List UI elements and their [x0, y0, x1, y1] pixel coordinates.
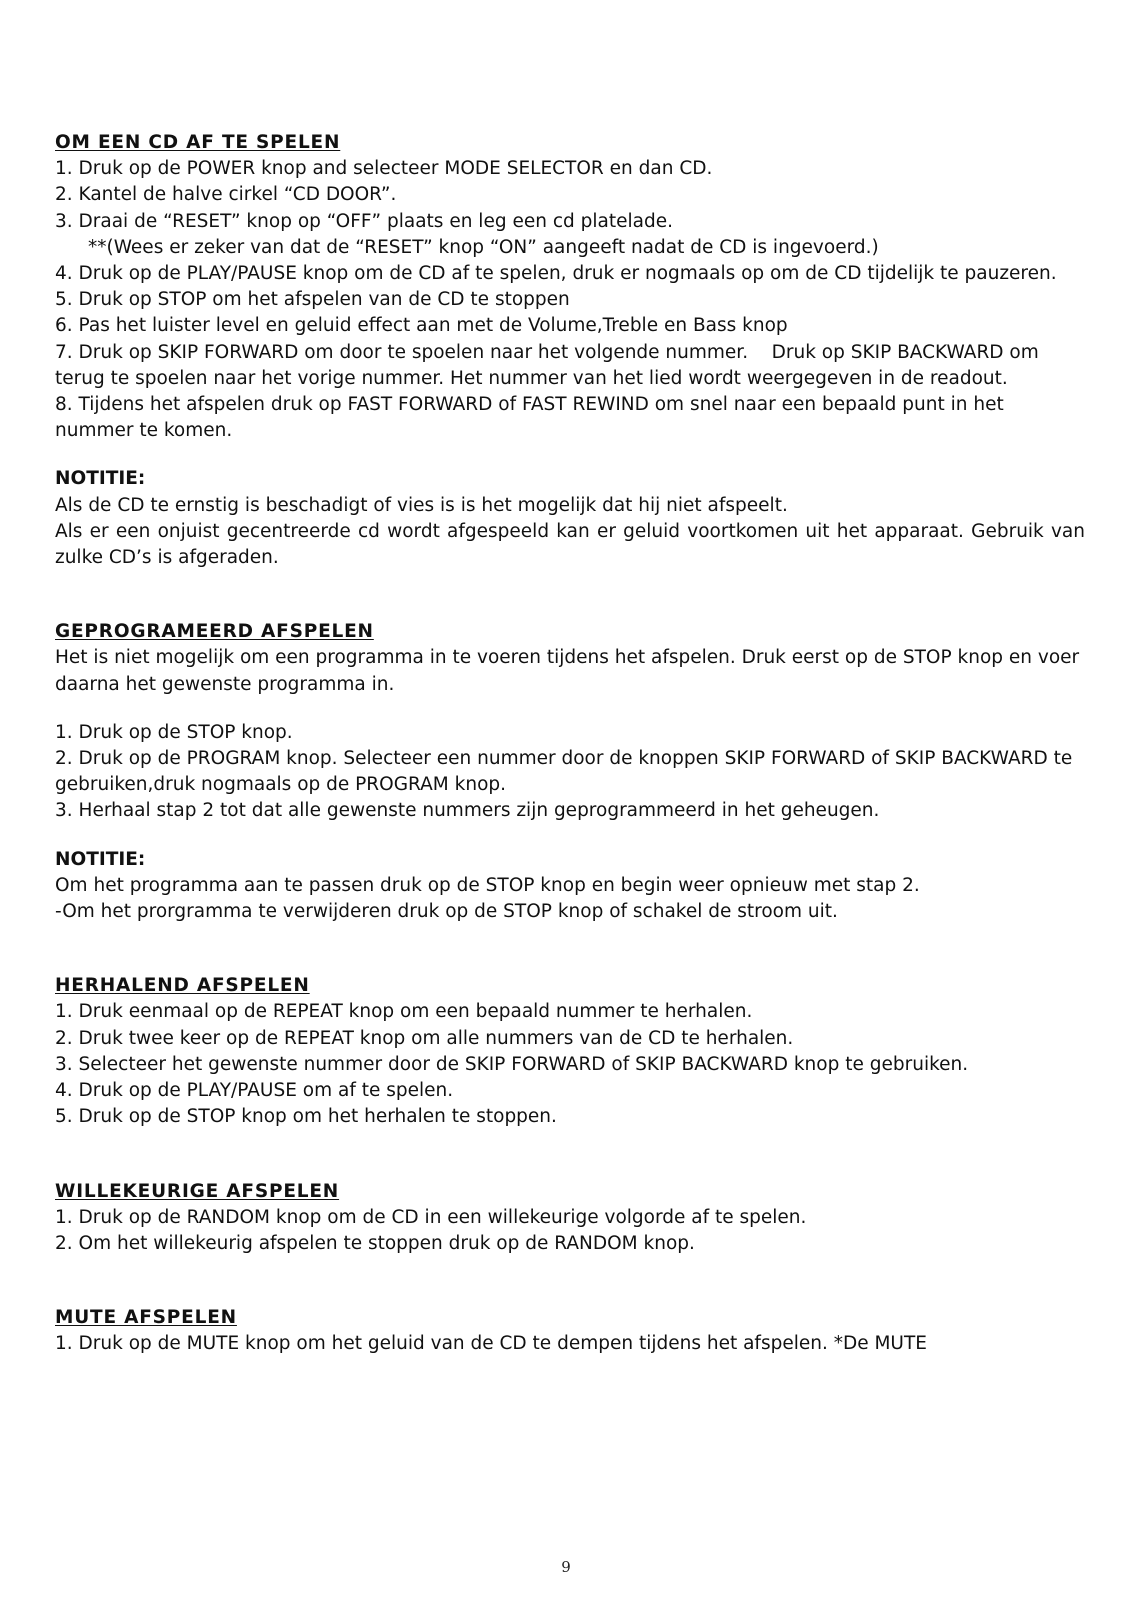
step: 7. Druk op SKIP FORWARD om door te spoelen naar het volgende nummer. Druk op SKIP BACKWARD om terug te spoelen naar het vorige nummer. Het nummer van het lied wordt weergegeven in de readout.: [55, 341, 1045, 389]
note-text: -Om het prorgramma te verwijderen druk op de STOP knop of schakel de stroom uit.: [55, 901, 838, 923]
step: 2. Om het willekeurig afspelen te stoppen druk op de RANDOM knop.: [55, 1232, 695, 1254]
note-text: Als de CD te ernstig is beschadigt of vies is is het mogelijk dat hij niet afspeelt.: [55, 494, 788, 516]
step: 2. Kantel de halve cirkel “CD DOOR”.: [55, 184, 397, 206]
step: 8. Tijdens het afspelen druk op FAST FORWARD of FAST REWIND om snel naar een bepaald punt in het nummer te komen.: [55, 394, 1010, 442]
step-note: **(Wees er zeker van dat de “RESET” knop “ON” aangeeft nadat de CD is ingevoerd.): [88, 236, 879, 258]
section-program: [55, 619, 1085, 925]
section-repeat: [55, 973, 1085, 1130]
section-heading: HERHALEND AFSPELEN: [55, 975, 310, 997]
step: 3. Draai de “RESET” knop op “OFF” plaats en leg een cd platelade.: [55, 210, 673, 232]
section-heading: WILLEKEURIGE AFSPELEN: [55, 1180, 340, 1202]
section-heading: MUTE AFSPELEN: [55, 1307, 237, 1329]
step: 2. Druk op de PROGRAM knop. Selecteer een nummer door de knoppen SKIP FORWARD of SKIP BACKWARD te gebruiken,druk nogmaals op de PROGRAM knop.: [55, 748, 1079, 796]
page-number: 9: [561, 1558, 571, 1576]
note-text: Als er een onjuist gecentreerde cd wordt afgespeeld kan er geluid voortkomen uit het apparaat. Gebruik van zulke CD’s is afgeraden.: [55, 520, 1091, 569]
intro-text: Het is niet mogelijk om een programma in te voeren tijdens het afspelen. Druk eerst op de STOP knop en voer daarna het gewenste programma in.: [55, 647, 1086, 695]
note-text: Om het programma aan te passen druk op de STOP knop en begin weer opnieuw met stap 2.: [55, 874, 920, 896]
note-label: NOTITIE:: [55, 848, 146, 870]
step: 4. Druk op de PLAY/PAUSE knop om de CD af te spelen, druk er nogmaals op om de CD tijdelijk te pauzeren.: [55, 263, 1057, 285]
section-cd: [55, 130, 1091, 571]
step: 3. Herhaal stap 2 tot dat alle gewenste nummers zijn geprogrammeerd in het geheugen.: [55, 800, 880, 822]
step: 1. Druk op de MUTE knop om het geluid van de CD te dempen tijdens het afspelen. *De MUTE: [55, 1333, 927, 1355]
step: 1. Druk eenmaal op de REPEAT knop om een bepaald nummer te herhalen.: [55, 1001, 753, 1023]
step: 3. Selecteer het gewenste nummer door de SKIP FORWARD of SKIP BACKWARD knop te gebruiken.: [55, 1053, 969, 1075]
section-random: [55, 1179, 1085, 1258]
step: 1. Druk op de STOP knop.: [55, 721, 293, 743]
step: 5. Druk op de STOP knop om het herhalen te stoppen.: [55, 1106, 557, 1128]
step: 6. Pas het luister level en geluid effect aan met de Volume,Treble en Bass knop: [55, 315, 788, 337]
section-heading: GEPROGRAMEERD AFSPELEN: [55, 621, 374, 643]
step: 1. Druk op de POWER knop and selecteer MODE SELECTOR en dan CD.: [55, 158, 713, 180]
section-mute: [55, 1305, 1085, 1357]
step: 2. Druk twee keer op de REPEAT knop om alle nummers van de CD te herhalen.: [55, 1027, 794, 1049]
note-label: NOTITIE:: [55, 468, 146, 490]
manual-page: [55, 130, 1091, 1358]
step: 5. Druk op STOP om het afspelen van de CD te stoppen: [55, 289, 570, 311]
step: 4. Druk op de PLAY/PAUSE om af te spelen.: [55, 1080, 454, 1102]
section-heading: OM EEN CD AF TE SPELEN: [55, 132, 341, 153]
step: 1. Druk op de RANDOM knop om de CD in een willekeurige volgorde af te spelen.: [55, 1206, 807, 1228]
